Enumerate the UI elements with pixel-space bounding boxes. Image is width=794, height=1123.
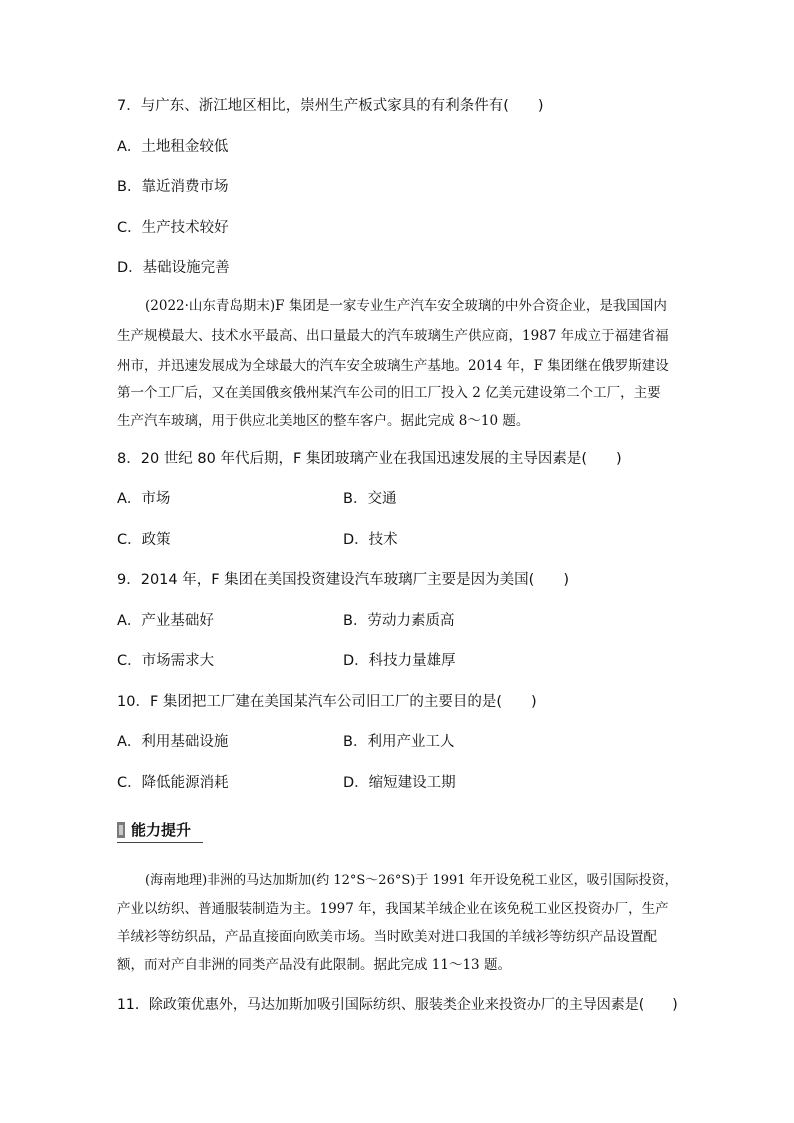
question-11-stem: 11．除政策优惠外，马达加斯加吸引国际纺织、服装类企业来投资办厂的主导因素是( ): [117, 997, 678, 1013]
section-title: 能力提升: [131, 821, 192, 839]
section-heading: [117, 818, 203, 843]
question-9-option-a: A．产业基础好: [117, 613, 214, 629]
passage-1-line-1: (2022·山东青岛期末)F 集团是一家专业生产汽车安全玻璃的中外合资企业，是我国国内: [145, 298, 667, 314]
question-10-option-c: C．降低能源消耗: [117, 775, 229, 791]
passage-2-line-4: 额，而对产自非洲的同类产品没有此限制。据此完成 11～13 题。: [117, 957, 511, 973]
passage-1-line-2: 生产规模最大、技术水平最高、出口量最大的汽车玻璃生产供应商，1987 年成立于福建省福: [117, 328, 669, 344]
question-7-option-a: A．土地租金较低: [117, 139, 229, 155]
question-8-option-a: A．市场: [117, 491, 171, 507]
question-9-option-c: C．市场需求大: [117, 653, 215, 669]
passage-2-line-2: 产业以纺织、普通服装制造为主。1997 年，我国某羊绒企业在该免税工业区投资办厂，生产: [117, 901, 669, 917]
question-10-option-d: D．缩短建设工期: [343, 775, 456, 791]
passage-1-line-3: 州市，并迅速发展成为全球最大的汽车安全玻璃生产基地。2014 年，F 集团继在俄罗斯建设: [117, 358, 669, 374]
question-7-stem: 7．与广东、浙江地区相比，崇州生产板式家具的有利条件有( ): [117, 98, 544, 114]
passage-1-line-4: 第一个工厂后，又在美国俄亥俄州某汽车公司的旧工厂投入 2 亿美元建设第二个工厂，主要: [117, 385, 661, 401]
passage-1-line-5: 生产汽车玻璃，用于供应北美地区的整车客户。据此完成 8～10 题。: [117, 413, 530, 429]
question-9-option-d: D．科技力量雄厚: [343, 653, 456, 669]
question-9-stem: 9．2014 年，F 集团在美国投资建设汽车玻璃厂主要是因为美国( ): [117, 572, 569, 588]
question-8-option-b: B．交通: [343, 491, 397, 507]
question-8-option-d: D．技术: [343, 532, 398, 548]
question-7-option-d: D．基础设施完善: [117, 260, 230, 276]
question-9-option-b: B．劳动力素质高: [343, 613, 455, 629]
question-8-stem: 8．20 世纪 80 年代后期，F 集团玻璃产业在我国迅速发展的主导因素是( ): [117, 451, 622, 467]
question-10-option-a: A．利用基础设施: [117, 734, 229, 750]
section-marker-icon: [117, 822, 125, 838]
passage-2-line-3: 羊绒衫等纺织品，产品直接面向欧美市场。当时欧美对进口我国的羊绒衫等纺织产品设置配: [117, 929, 657, 945]
passage-2-line-1: (海南地理)非洲的马达加斯加(约 12°S～26°S)于 1991 年开设免税工业区，吸引国际投资，: [145, 873, 678, 888]
question-8-option-c: C．政策: [117, 532, 171, 548]
question-10-stem: 10．F 集团把工厂建在美国某汽车公司旧工厂的主要目的是( ): [117, 694, 537, 710]
question-10-option-b: B．利用产业工人: [343, 734, 455, 750]
question-7-option-b: B．靠近消费市场: [117, 179, 229, 195]
question-7-option-c: C．生产技术较好: [117, 220, 229, 236]
